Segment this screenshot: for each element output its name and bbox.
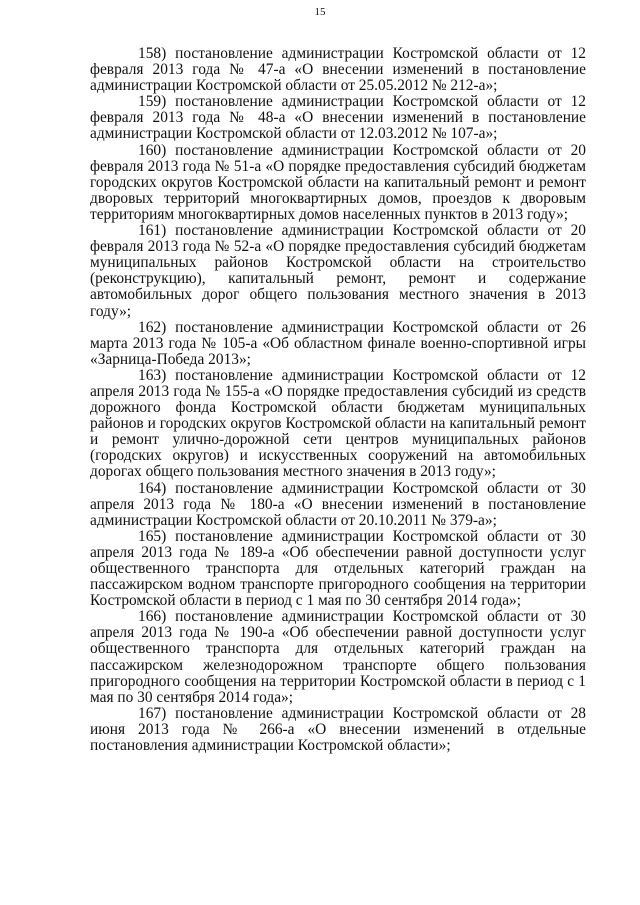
list-item-159: 159) постановление администрации Костромской области от 12 февраля 2013 года № 48-а «О внесении изменений в постановление администрации Костромской области от 12.03.2012 № 107-а»; xyxy=(90,93,586,143)
list-item-166: 166) постановление администрации Костромской области от 30 апреля 2013 года № 190-а «Об обеспечении равной доступности услуг общественного транспорта для отдельных категорий граждан на пассажирском железнодорожном транспорте общего пользования пригородного сообщения на территории Костромской области в период с 1 мая по 30 сентября 2014 года»; xyxy=(90,608,586,706)
list-item-167: 167) постановление администрации Костромской области от 28 июня 2013 года № 266-а «О внесении изменений в отдельные постановления администрации Костромской области»; xyxy=(90,704,586,755)
page-number: 15 xyxy=(314,6,326,18)
list-item-162: 162) постановление администрации Костромской области от 26 марта 2013 года № 105-а «Об областном финале военно-спортивной игры «Зарница-Победа 2013»; xyxy=(90,318,586,368)
list-item-163: 163) постановление администрации Костромской области от 12 апреля 2013 года № 155-а «О порядке предоставления субсидий из средств дорожного фонда Костромской области бюджетам муниципальных районов и городских округов Костромской области на капитальный ремонт и ремонт улично-дорожной сети центров муниципальных районов (городских округов) и искусственных сооружений на автомобильных дорогах общего пользования местного значения в 2013 году»; xyxy=(90,366,586,481)
list-item-165: 165) постановление администрации Костромской области от 30 апреля 2013 года № 189-а «Об обеспечении равной доступности услуг общественного транспорта для отдельных категорий граждан на пассажирском водном транспорте пригородного сообщения на территории Костромской области в период с 1 мая по 30 сентября 2014 года»; xyxy=(90,527,586,610)
list-item-164: 164) постановление администрации Костромской области от 30 апреля 2013 года № 180-а «О внесении изменений в постановление администрации Костромской области от 20.10.2011 № 379-а»; xyxy=(90,479,586,529)
list-item-161: 161) постановление администрации Костромской области от 20 февраля 2013 года № 52-а «О порядке предоставления субсидий бюджетам муниципальных районов Костромской области на строительство (реконструкцию), капитальный ремонт, ремонт и содержание автомобильных дорог общего пользования местного значения в 2013 году»; xyxy=(90,222,586,320)
list-item-158: 158) постановление администрации Костромской области от 12 февраля 2013 года № 47-а «О внесении изменений в постановление администрации Костромской области от 25.05.2012 № 212-а»; xyxy=(90,45,586,95)
document-body xyxy=(90,46,586,754)
list-item-160: 160) постановление администрации Костромской области от 20 февраля 2013 года № 51-а «О порядке предоставления субсидий бюджетам городских округов Костромской области на капитальный ремонт и ремонт дворовых территорий многоквартирных домов, проездов к дворовым территориям многоквартирных домов населенных пунктов в 2013 году»; xyxy=(90,141,586,223)
